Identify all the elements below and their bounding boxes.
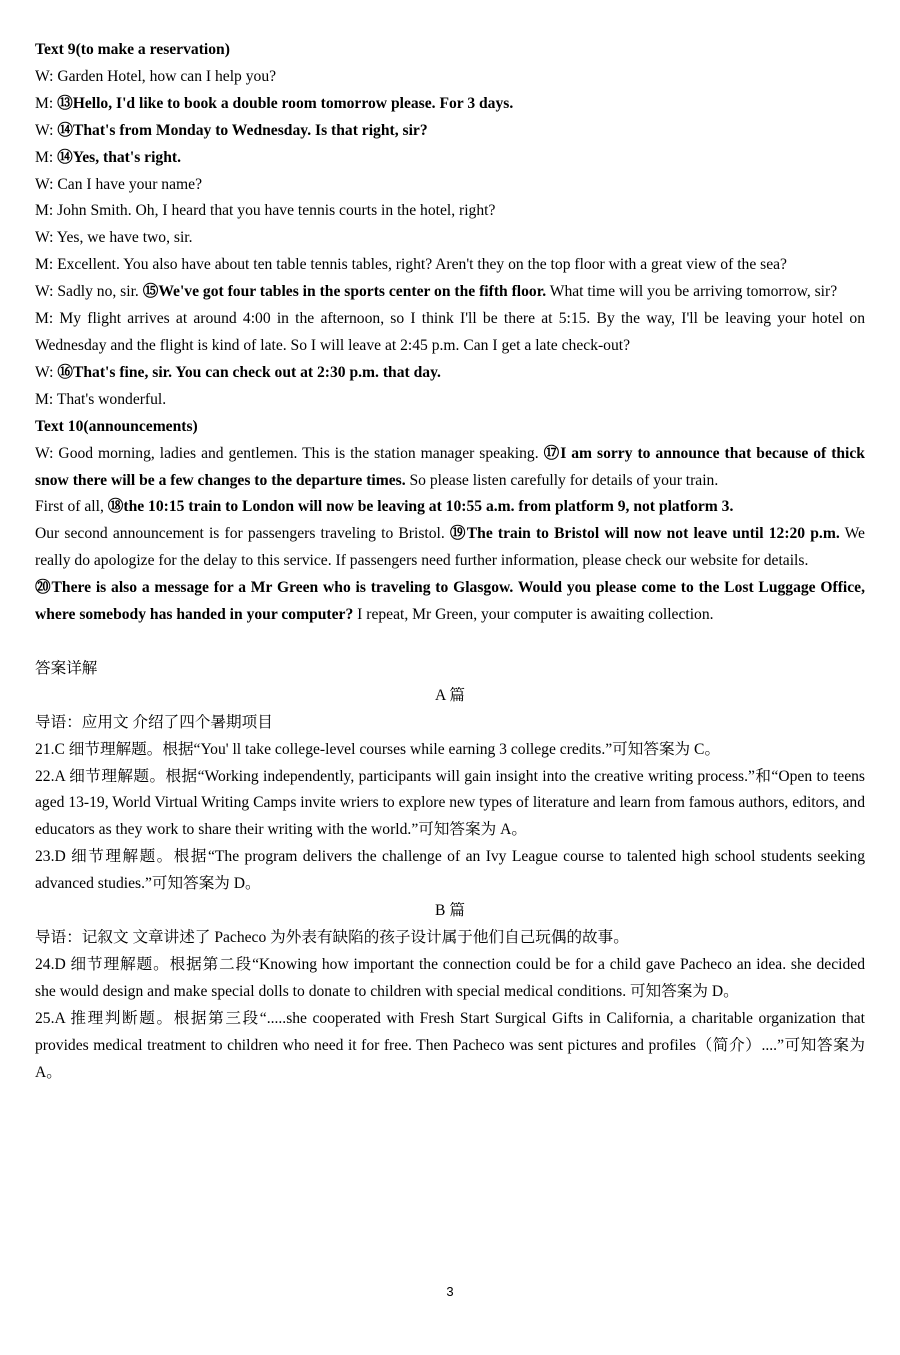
- key-sentence: ⑭Yes, that's right.: [57, 148, 181, 166]
- speaker: M:: [35, 94, 58, 112]
- announcement-paragraph: [35, 494, 865, 521]
- document-body: [35, 37, 865, 1086]
- answer-item: 24.D 细节理解题。根据第二段“Knowing how important the connection could be for a child gave Pacheco an idea. she decided she would design and make special dolls to donate to children with special medical conditions. 可知答案为 D。: [35, 955, 865, 1000]
- plain-text: What time will you be arriving tomorrow, sir?: [546, 283, 838, 301]
- dialogue-line: [35, 118, 865, 145]
- announcement-paragraph: [35, 441, 865, 495]
- answer-item: 25.A 推理判断题。根据第三段“.....she cooperated with Fresh Start Surgical Gifts in California, a charitable organization that provides medical treatment to children who need it for free. Then Pacheco was sent pictures and profiles（简介）....”可知答案为 A。: [35, 1009, 865, 1081]
- section-a-heading: A 篇: [435, 686, 465, 704]
- key-sentence: ⑯That's fine, sir. You can check out at 2:30 p.m. that day.: [57, 363, 441, 381]
- section-b-intro: 导语：记叙文 文章讲述了 Pacheco 为外表有缺陷的孩子设计属于他们自己玩偶的故事。: [35, 929, 629, 946]
- plain-text: So please listen carefully for details of your train.: [405, 471, 719, 489]
- dialogue-line: M: Excellent. You also have about ten table tennis tables, right? Aren't they on the top floor with a great view of the sea?: [35, 256, 787, 274]
- answer-item: 21.C 细节理解题。根据“You' ll take college-level courses while earning 3 college credits.”可知答案为 C。: [35, 740, 721, 758]
- dialogue-line: W: Garden Hotel, how can I help you?: [35, 67, 277, 85]
- page-number: 3: [446, 1284, 454, 1299]
- answer-item: 22.A 细节理解题。根据“Working independently, participants will gain insight into the creative writing process.”和“Open to teens aged 13-19, World Virtual Writing Camps invite wriers to explore new types of literature and learn from famous authors, editors, and educators as they work to share their writing with the world.”可知答案为 A。: [35, 767, 865, 839]
- key-sentence: ⑱the 10:15 train to London will now be leaving at 10:55 a.m. from platform 9, not platform 3.: [107, 498, 734, 516]
- plain-text: W: Good morning, ladies and gentlemen. This is the station manager speaking.: [35, 444, 544, 462]
- answer-item: 23.D 细节理解题。根据“The program delivers the challenge of an Ivy League course to talented high school students seeking advanced studies.”可知答案为 D。: [35, 848, 865, 893]
- plain-text: I repeat, Mr Green, your computer is awaiting collection.: [353, 606, 714, 624]
- key-sentence: ⑲The train to Bristol will now not leave until 12:20 p.m.: [449, 525, 840, 543]
- dialogue-line: M: John Smith. Oh, I heard that you have tennis courts in the hotel, right?: [35, 202, 496, 220]
- text10-heading: Text 10(announcements): [35, 417, 198, 435]
- key-sentence: ⑮We've got four tables in the sports center on the fifth floor.: [142, 283, 547, 301]
- section-b-heading: B 篇: [435, 902, 465, 920]
- key-sentence: ⑬Hello, I'd like to book a double room tomorrow please. For 3 days.: [57, 94, 514, 112]
- speaker: W:: [35, 363, 58, 381]
- dialogue-line: [35, 360, 865, 387]
- dialogue-line: [35, 279, 865, 306]
- plain-text: First of all,: [35, 498, 108, 516]
- announcement-paragraph: [35, 575, 865, 629]
- text9-heading: Text 9(to make a reservation): [35, 41, 230, 58]
- key-sentence: ⑭That's from Monday to Wednesday. Is that right, sir?: [57, 121, 428, 139]
- dialogue-line: M: That's wonderful.: [35, 390, 167, 408]
- dialogue-line: M: My flight arrives at around 4:00 in the afternoon, so I think I'll be there at 5:15. By the way, I'll be leaving your hotel on Wednesday and the flight is kind of late. So I will leave at 2:45 p.m. Can I get a late check-out?: [35, 310, 865, 354]
- plain-text: We really do apologize for the delay to this service. If passengers need further information, please check our website for details.: [35, 525, 865, 570]
- spacer: [35, 629, 865, 656]
- plain-text: Our second announcement is for passengers traveling to Bristol.: [35, 525, 450, 543]
- dialogue-line: W: Can I have your name?: [35, 175, 202, 193]
- speaker-text: W: Sadly no, sir.: [35, 283, 143, 301]
- dialogue-line: [35, 91, 865, 118]
- key-sentence: ⑳There is also a message for a Mr Green who is traveling to Glasgow. Would you please come to the Lost Luggage Office, where somebody has handed in your computer?: [35, 579, 865, 624]
- announcement-paragraph: [35, 521, 865, 575]
- speaker: W:: [35, 121, 58, 139]
- answers-title: 答案详解: [35, 659, 98, 677]
- speaker: M:: [35, 148, 58, 166]
- dialogue-line: W: Yes, we have two, sir.: [35, 229, 193, 247]
- section-a-intro: 导语：应用文 介绍了四个暑期项目: [35, 713, 273, 731]
- key-sentence: ⑰I am sorry to announce that because of thick snow there will be a few changes to the departure times.: [35, 444, 865, 489]
- dialogue-line: [35, 145, 865, 172]
